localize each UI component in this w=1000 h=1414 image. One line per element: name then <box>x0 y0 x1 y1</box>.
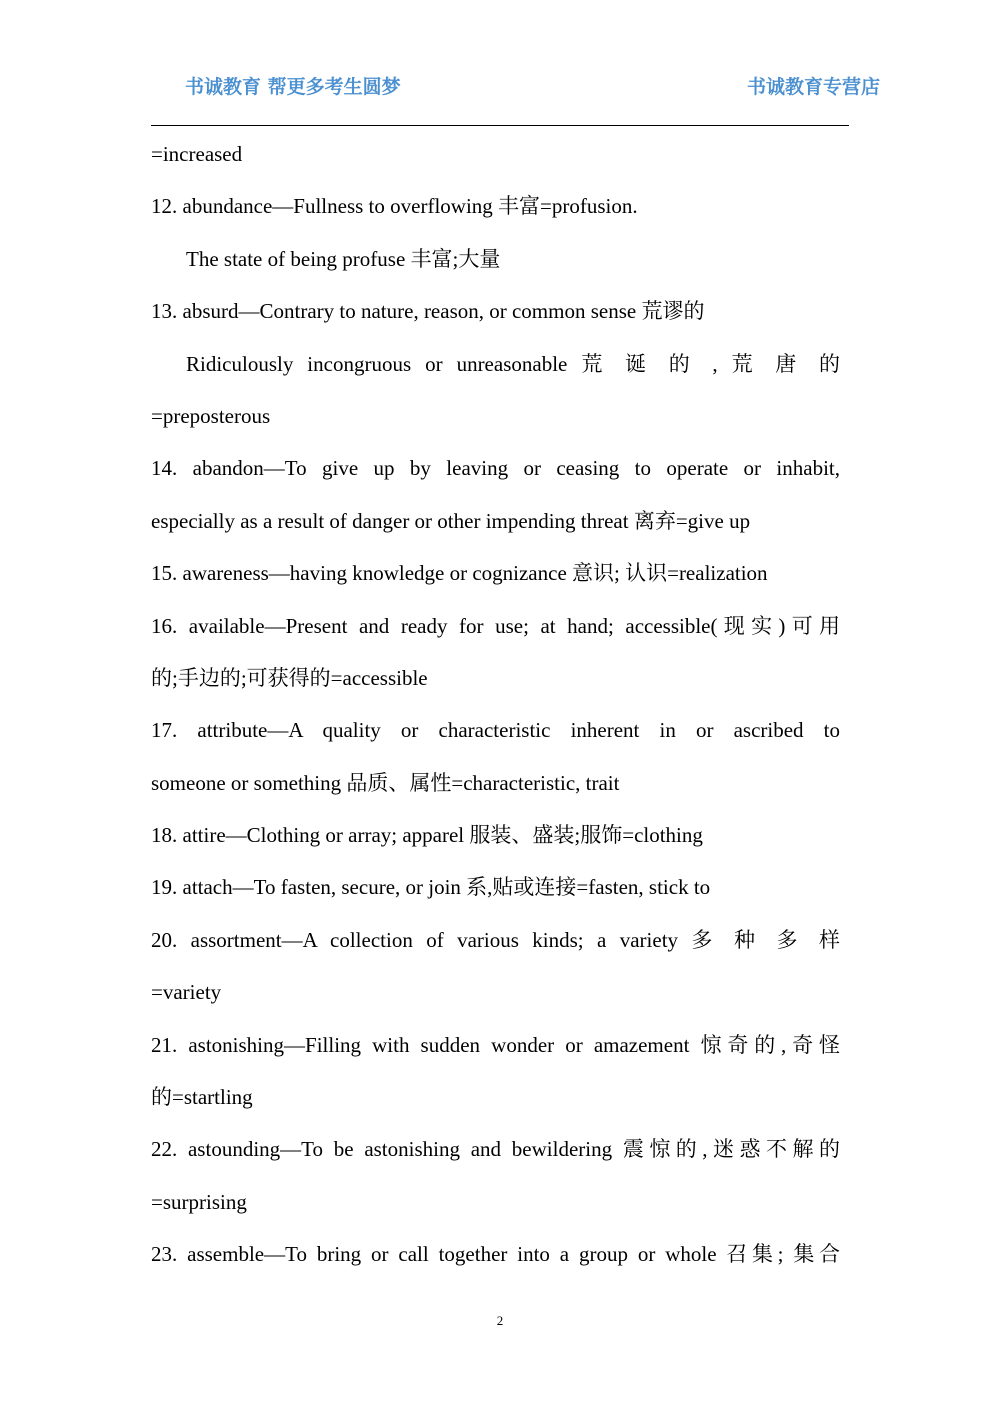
entry-astounding: 22. astounding—To be astonishing and bewildering 震惊的,迷惑不解的 <box>151 1137 840 1162</box>
text-line: =variety <box>151 980 222 1005</box>
entry-abandon: 14. abandon—To give up by leaving or ceasing to operate or inhabit, <box>151 456 840 481</box>
entry-attribute: 17. attribute—A quality or characteristic inherent in or ascribed to <box>151 718 840 743</box>
entry-attire: 18. attire—Clothing or array; apparel 服装、盛装;服饰=clothing <box>151 823 703 848</box>
text-line: someone or something 品质、属性=characteristic, trait <box>151 770 620 795</box>
entry-awareness: 15. awareness—having knowledge or cognizance 意识; 认识=realization <box>151 561 768 586</box>
entry-attach: 19. attach—To fasten, secure, or join 系,贴或连接=fasten, stick to <box>151 875 711 900</box>
entry-astonishing: 21. astonishing—Filling with sudden wonder or amazement 惊奇的,奇怪 <box>151 1032 840 1057</box>
text-line: =surprising <box>151 1189 247 1214</box>
entry-assemble: 23. assemble—To bring or call together into a group or whole 召集; 集合 <box>151 1242 840 1267</box>
page-number: 2 <box>496 1313 504 1328</box>
entry-abundance: 12. abundance—Fullness to overflowing 丰富=profusion. <box>151 194 638 219</box>
header-store-name: 书诚教育专营店 <box>746 76 880 98</box>
text-line: 的;手边的;可获得的=accessible <box>151 665 428 690</box>
entry-assortment: 20. assortment—A collection of various kinds; a variety 多 种 多 样 <box>151 927 840 952</box>
header-divider <box>151 125 849 126</box>
vocabulary-list <box>151 136 840 1289</box>
entry-abundance-continued: The state of being profuse 丰富;大量 <box>186 246 501 271</box>
entry-absurd: 13. absurd—Contrary to nature, reason, or common sense 荒谬的 <box>151 299 705 324</box>
entry-absurd-continued: Ridiculously incongruous or unreasonable 荒 诞 的 , 荒 唐 的 <box>186 351 840 376</box>
text-line: especially as a result of danger or other impending threat 离弃=give up <box>151 508 751 533</box>
text-line: 的=startling <box>151 1085 253 1110</box>
text-line: =increased <box>151 142 243 166</box>
entry-available: 16. available—Present and ready for use; at hand; accessible(现实)可用 <box>151 613 840 638</box>
header-slogan: 书诚教育 帮更多考生圆梦 <box>185 76 401 98</box>
text-line: =preposterous <box>151 403 271 428</box>
